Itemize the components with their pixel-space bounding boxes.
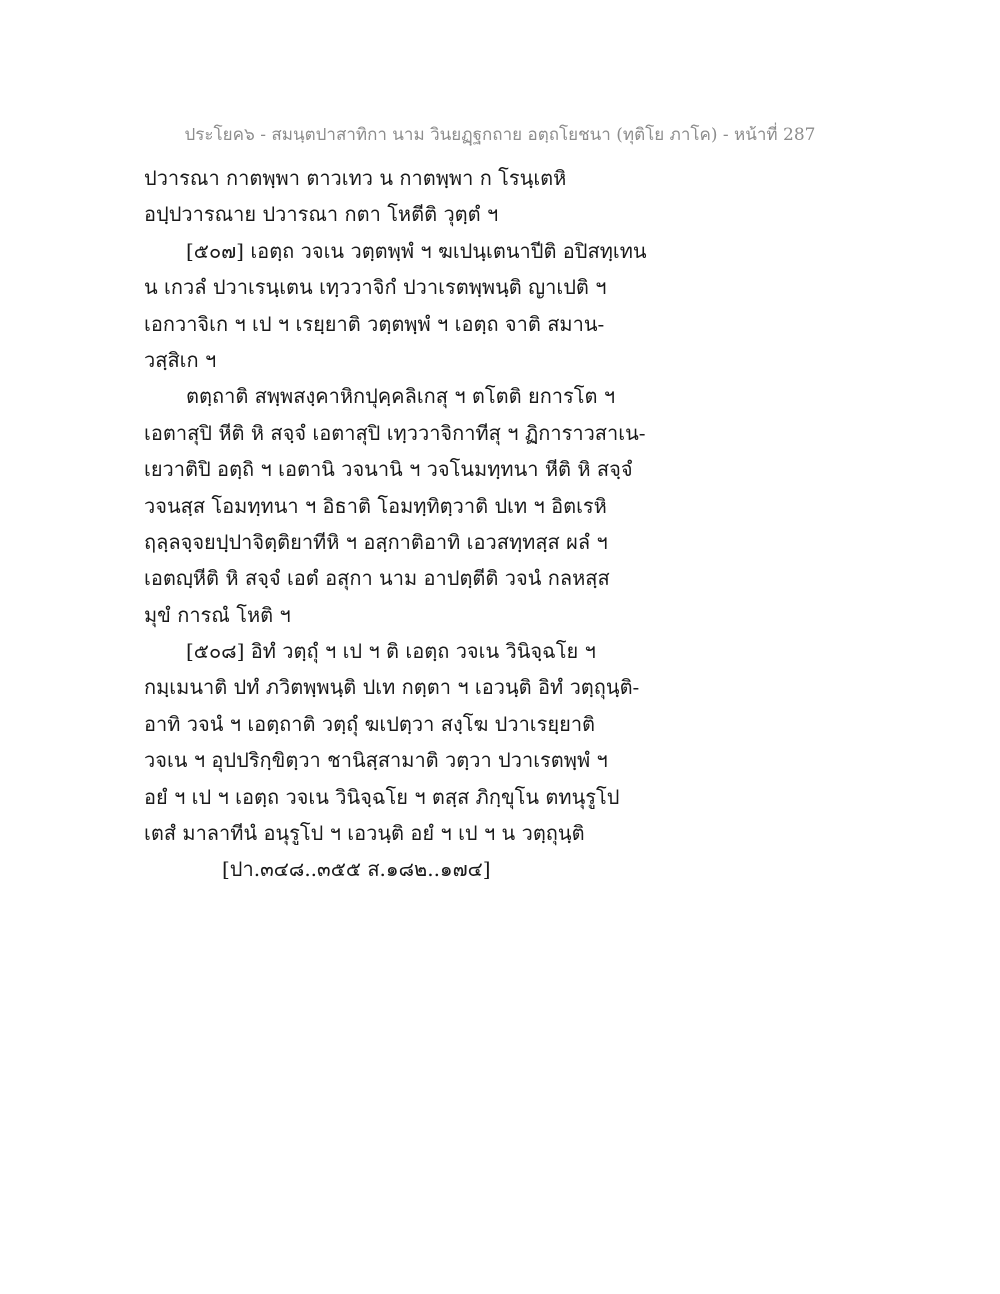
text-line: ฤลฺลจฺจยปฺปาจิตฺติยาทีหิ ฯ อสฺกาติอาทิ เอวสทฺทสฺส ผลํ ฯ xyxy=(144,529,608,554)
text-line: วจเน ฯ อุปปริกฺขิตฺวา ชานิสฺสามาติ วตฺวา ปวาเรตพฺพํ ฯ xyxy=(144,748,608,773)
text-line: เอกวาจิเก ฯ เป ฯ เรยฺยาติ วตฺตพฺพํ ฯ เอตฺถ จาติ สมาน- xyxy=(144,311,605,336)
text-line: กมฺเมนาติ ปทํ ภวิตพฺพนฺติ ปเท กตฺตา ฯ เอวนฺติ อิทํ วตฺถุนฺติ- xyxy=(144,675,640,700)
text-line: [๕๐๗] เอตฺถ วจเน วตฺตพฺพํ ฯ ฆเปนฺเตนาปีติ อปิสทฺเทน xyxy=(186,238,647,263)
text-line: อปฺปวารณาย ปวารณา กตา โหตีติ วุตฺตํ ฯ xyxy=(144,202,499,227)
text-line: เอตาสุปิ หีติ หิ สจฺจํ เอตาสุปิ เทฺววาจิกาทีสุ ฯ ฏิการาวสาเน- xyxy=(144,420,646,445)
reference-line: [ปา.๓๔๘..๓๕๕ ส.๑๘๒..๑๗๔] xyxy=(222,857,491,882)
text-line: วจนสฺส โอมทฺทนา ฯ อิธาติ โอมทฺทิตฺวาติ ปเท ฯ อิตเรหิ xyxy=(144,493,607,518)
text-line: อยํ ฯ เป ฯ เอตฺถ วจเน วินิจฺฉโย ฯ ตสฺส ภิกฺขุโน ตทนุรูโป xyxy=(144,784,620,809)
text-line: วสฺสิเก ฯ xyxy=(144,347,217,372)
text-line: ตตฺถาติ สพฺพสงฺคาหิกปุคฺคลิเกสุ ฯ ตโตติ ยการโต ฯ xyxy=(186,384,616,409)
page-header: ประโยค๖ - สมนฺตปาสาทิกา นาม วินยฏฺฐกถาย อตฺถโยชนา (ทุติโย ภาโค) - หน้าที่ 287 xyxy=(184,125,816,145)
text-line: น เกวลํ ปวาเรนฺเตน เทฺววาจิกํ ปวาเรตพฺพนฺติ ญาเปติ ฯ xyxy=(144,275,607,300)
text-line: อาทิ วจนํ ฯ เอตฺถาติ วตฺถุํ ฆเปตฺวา สงฺโฆ ปวาเรยฺยาติ xyxy=(144,711,596,736)
body-text xyxy=(144,160,944,888)
text-line: [๕๐๘] อิทํ วตฺถุํ ฯ เป ฯ ติ เอตฺถ วจเน วินิจฺฉโย ฯ xyxy=(186,639,596,664)
text-line: เยวาติปิ อตฺถิ ฯ เอตานิ วจนานิ ฯ วจโนมทฺทนา หีติ หิ สจฺจํ xyxy=(144,457,633,482)
text-line: เตสํ มาลาทีนํ อนุรูโป ฯ เอวนฺติ อยํ ฯ เป ฯ น วตฺถุนฺติ xyxy=(144,821,585,846)
text-line: เอตญฺหีติ หิ สจฺจํ เอตํ อสุกา นาม อาปตฺตีติ วจนํ กลหสฺส xyxy=(144,566,610,591)
text-line: มุขํ การณํ โหติ ฯ xyxy=(144,602,291,627)
text-line: ปวารณา กาตพฺพา ตาวเทว น กาตพฺพา ก โรนฺเตหิ xyxy=(144,166,567,190)
